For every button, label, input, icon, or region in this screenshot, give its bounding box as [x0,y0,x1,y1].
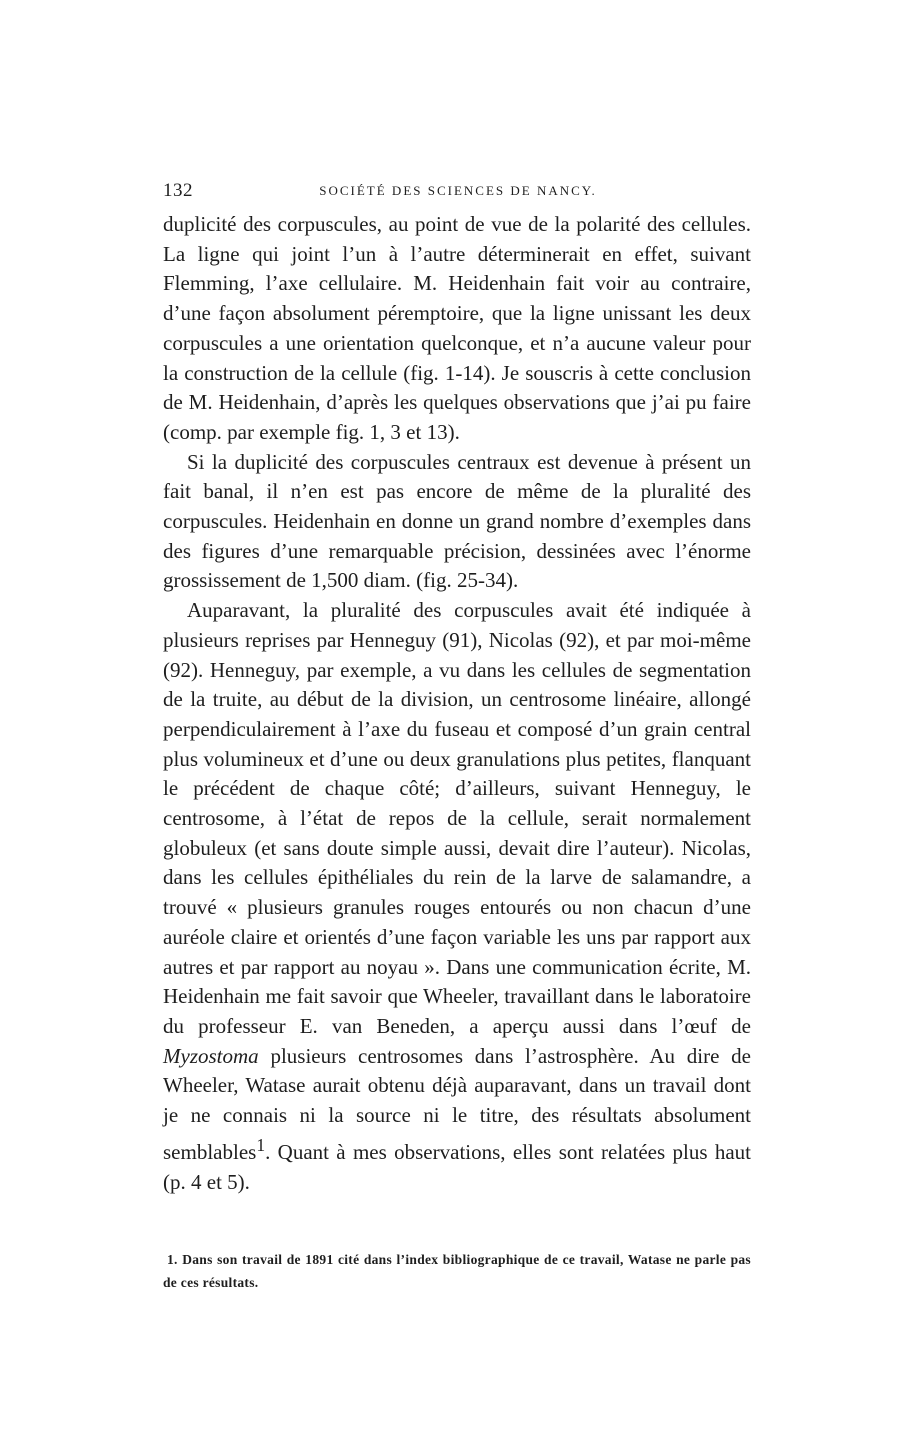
page-header [163,180,753,204]
footnote [163,1248,751,1294]
paragraph-text: plusieurs centrosomes dans l’astrosphère. Au dire de Wheeler, Watase aurait obtenu déjà auparavant, dans un travail dont je ne connais ni la source ni le titre, des résultats absolument semblables [163,1043,751,1164]
paragraph-text: . Quant à mes observations, elles sont relatées plus haut (p. 4 et 5). [163,1139,751,1194]
paragraph: Si la duplicité des corpuscules centraux est devenue à présent un fait banal, il n’en est pas encore de même de la pluralité des corpuscules. Heidenhain en donne un grand nombre d’exemples dans des figures d’une remarquable précision, dessinées avec l’énorme grossissement de 1,500 diam. (fig. 25-34). [163,449,751,593]
footnote-text: Dans son travail de 1891 cité dans l’index bibliographique de ce travail, Watase ne parle pas de ces résultats. [163,1252,751,1290]
paragraph-text: Auparavant, la pluralité des corpuscules avait été indiquée à plusieurs reprises par Henneguy (91), Nicolas (92), et par moi-même (92). Henneguy, par exemple, a vu dans les cellules de segmentation de la truite, au début de la division, un centrosome linéaire, allongé perpendiculairement à l’axe du fuseau et composé d’un grain central plus volumineux et d’une ou deux granulations plus petites, flanquant le précédent de chaque côté; d’ailleurs, suivant Henneguy, le centrosome, à l’état de repos de la cellule, serait normalement globuleux (et sans doute simple aussi, devait dire l’auteur). Nicolas, dans les cellules épithéliales du rein de la larve de salamandre, a trouvé « plusieurs granules rouges entourés ou non chacun d’une auréole claire et orientés d’une façon variable les uns par rapport aux autres et par rapport au noyau ». Dans une communication écrite, M. Heidenhain me fait savoir que Wheeler, travaillant dans le laboratoire du professeur E. van Beneden, a aperçu aussi dans l’œuf de [163,598,751,1038]
paragraph: duplicité des corpuscules, au point de vue de la polarité des cellules. La ligne qui joint l’un à l’autre déterminerait en effet, suivant Flemming, l’axe cellulaire. M. Heidenhain fait voir au contraire, d’une façon absolument péremptoire, que la ligne unissant les deux corpuscules a une orientation quelconque, et n’a aucune valeur pour la construction de la cellule (fig. 1-14). Je souscris à cette conclusion de M. Heidenhain, d’après les quelques observations que j’ai pu faire (comp. par exemple fig. 1, 3 et 13). [163,212,751,444]
running-head: SOCIÉTÉ DES SCIENCES DE NANCY. [319,183,597,198]
page-number: 132 [163,180,193,201]
italic-genus-name: Myzostoma [163,1043,259,1068]
body-text [163,210,751,1197]
footnotes [163,1248,751,1294]
footnote-marker: 1. [167,1252,178,1267]
paragraph [163,596,751,1197]
footnote-reference: 1 [256,1134,266,1155]
